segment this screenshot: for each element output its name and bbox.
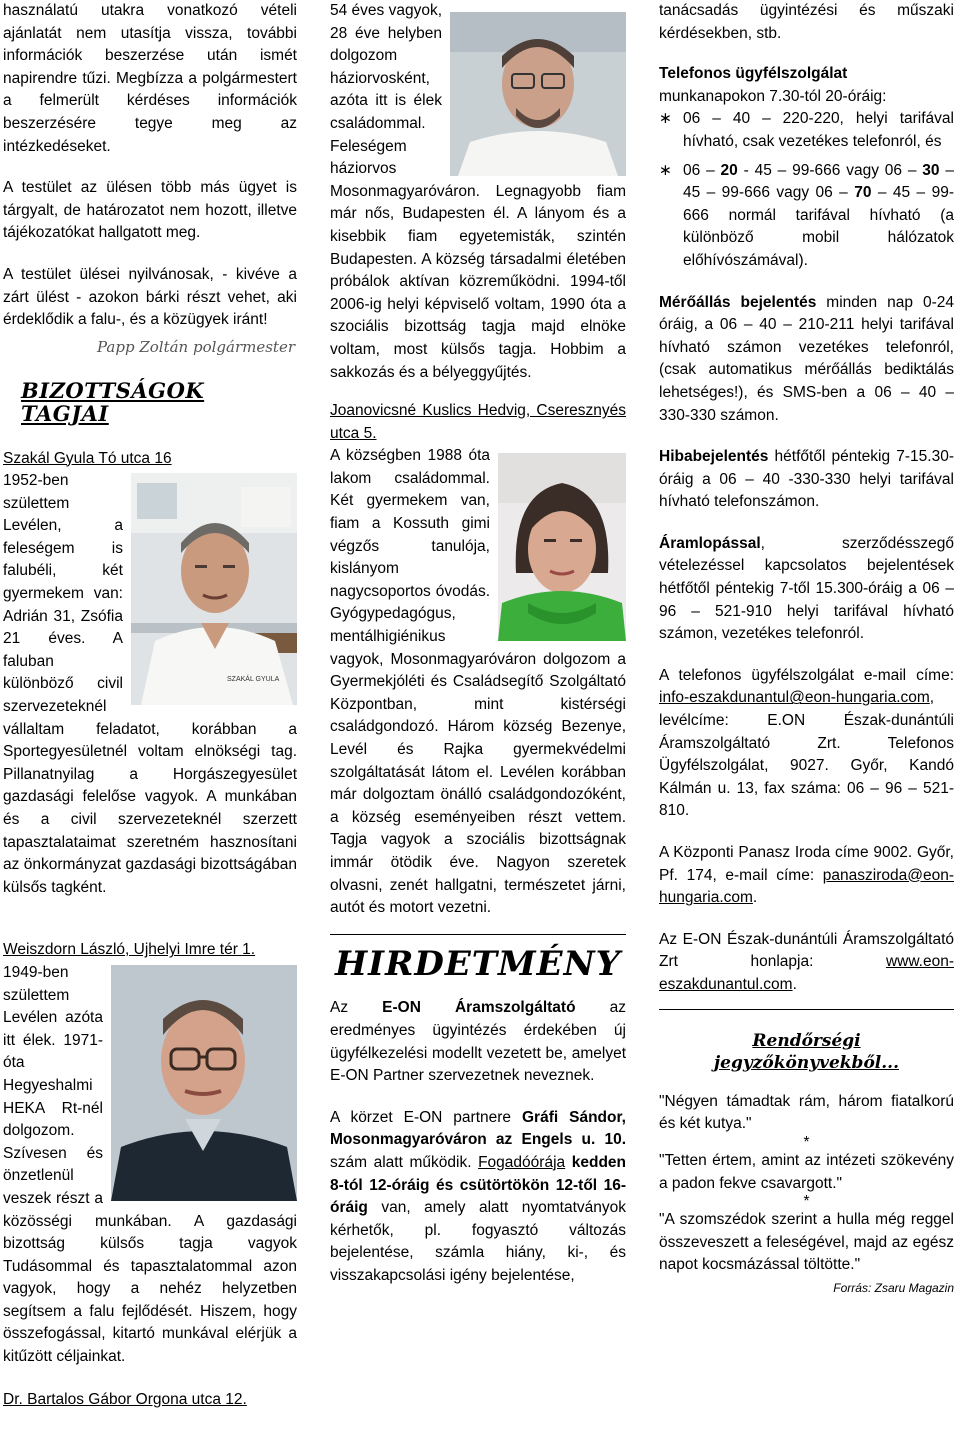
police-section-divider (659, 1009, 954, 1010)
member-2-photo (111, 965, 297, 1201)
member-3-text: 54 éves vagyok, 28 éve helyben dolgozom háziorvosként, azóta itt is élek családommal. Feleségem háziorvos Mosonmagyaróváron. Legnagyobb fiam már nős, Budapesten él. A lányom és a kisebbik fiam egyetemisták, szintén Budapesten. A község társadalmi életében próbálok aktívan közreműködni. 1994-től 2006-ig helyi képviselő voltam, 1990 óta a szociális bizottság tagja majd elnöke voltam, most külsős tagja. Hobbim a sakkozás és a bélyeggyűjtés. (330, 2, 626, 381)
separator-star: * (803, 1133, 810, 1151)
police-quote-1: "Négyen támadtak rám, három fiatalkorú és két kutya." (659, 1092, 954, 1133)
member-1-text: 1952-ben születtem Levélen, a feleségem is falubéli, két gyermekem van: Adrián 31, Zsófia 21 éves. A faluban különböző civil szervezeteknél vállaltam feladatot, korábban a Sportegyesületnél voltam elnökségi tag. Pillanatnyilag a Horgászegyesület gazdasági felelőse vagyok. A munkában és a civil szervezeteknél szerzett tapasztalataimat szeretném hasznosítani az önkormányzat gazdasági bizottságában külsős tagként. (3, 472, 297, 896)
email-paragraph: A telefonos ügyfélszolgálat e-mail címe: info-eszakdunantul@eon-hungaria.com, levélcíme: E.ON Észak-dunántúli Áramszolgáltató Zrt. Telefonos Ügyfélszolgálat, 9027. Győr, Kandó Kálmán u. 13, fax száma: 06 – 96 – 521-810. (659, 666, 954, 820)
hirdetmeny-divider (330, 934, 626, 935)
website-paragraph: Az E-ON Észak-dunántúli Áramszolgáltató Zrt honlapja: www.eon-eszakdunantul.com. (659, 930, 954, 993)
service-email-link[interactable]: info-eszakdunantul@eon-hungaria.com (659, 689, 930, 707)
police-quote-2: "Tetten értem, amint az intézeti szökevény a padon fekve csavargott." (659, 1151, 954, 1192)
hirdetmeny-paragraph-1: Az E-ON Áramszolgáltató az eredményes ügyintézés érdekében új ügyfélkezelési modellt vezetett be, amelyet E-ON Partner szervezetnek neveznek. (330, 999, 626, 1085)
police-quote-3: "A szomszédok szerint a hulla még reggel összeveszett a feleségével, majd az egész napot kocsmázással töltötte." (659, 1211, 954, 1274)
member-3-name: Dr. Bartalos Gábor Orgona utca 12. (3, 1390, 247, 1408)
council-paragraph-1: használatú utakra vonatkozó vételi ajánlatát nem utasítja vissza, további információk beszerzése után ismét napirendre tűzi. Megbízza a polgármestert a felmerült kérdéses információk beszerzésére tegye meg az intézkedéseket. (3, 2, 297, 155)
asterisk-icon: ∗ (659, 161, 672, 179)
council-paragraph-2: A testület az ülésen több más ügyet is tárgyalt, de határozatot nem hozott, illetve tájékozatókat hallgatott meg. (3, 179, 297, 242)
police-records-heading: Rendőrségi jegyzőkönyvekből... (714, 1030, 899, 1074)
member-2-name: Weiszdorn László, Ujhelyi Imre tér 1. (3, 941, 256, 959)
theft-report-paragraph: Áramlopással, szerződésszegő vételezéssel kapcsolatos bejelentések hétfőtől péntekig 7-től 15.300-óráig a 06 – 96 – 521-910 helyi tarifával hívható számon, vezetékes telefonról. (659, 534, 954, 643)
member-1-photo (131, 473, 297, 705)
member-1-name: Szakál Gyula Tó utca 16 (3, 449, 172, 467)
phone-service-title: Telefonos ügyfélszolgálat (659, 65, 848, 83)
member-2-text: 1949-ben születtem Levélen azóta itt élek. 1971-óta Hegyeshalmi HEKA Rt-nél dolgozom. Szívesen és önzetlenül veszek részt a közösségi munkában. A gazdasági bizottság külsős tagja vagyok Tudásommal és tapasztalatommal azon vagyok, hogy a nehéz helyzetben segítsem a falu fejlődését. Hiszem, hogy összefogással, kitartó munkával elérjük a kitűzött céljainkat. (3, 963, 297, 1366)
quote-source: Forrás: Zsaru Magazin (833, 1280, 954, 1295)
member-4-name: Joanovicsné Kuslics Hedvig, Cseresznyés utca 5. (330, 402, 626, 442)
column-3 (659, 0, 954, 1300)
column-2 (330, 0, 626, 1287)
eon-advice-text: tanácsadás ügyintézési és műszaki kérdésekben, stb. (659, 2, 954, 42)
asterisk-icon: ∗ (659, 110, 672, 128)
hirdetmeny-paragraph-2: A körzet E-ON partnere Gráfi Sándor, Mosonmagyaróváron az Engels u. 10. szám alatt működik. Fogadóórája kedden 8-tól 12-óráig és csütörtökön 12-től 16-óráig van, amely alatt nyomtatványok kérhetők, pl. fogyasztó változás bejelentése, számla hiány, ki-, és visszakapcsolási igény bejelentése, (330, 1108, 626, 1284)
complaint-office-paragraph: A Központi Panasz Iroda címe 9002. Győr, Pf. 174, e-mail címe: panasziroda@eon-hungaria.com. (659, 844, 954, 907)
complaint-email-link[interactable]: panasziroda@eon-hungaria.com (659, 866, 954, 907)
member-4-text: A községben 1988 óta lakom családommal. Két gyermekem van, fiam a Kossuth gimi végzős tanulója, kislányom nagycsoportos óvodás. Gyógypedagógus, mentálhigiénikus vagyok, Mosonmagyaróváron dolgozom a Gyermekjóléti és Családsegítő Szolgáltató Központban, mint kistérségi családgondozó. Három község Bezenye, Levél és Rajka gyermekvédelmi szolgáltatását látom el. Levélen korábban már dolgoztam önálló családgondozóként, a község eseményeiben részt vettem. Tagja vagyok a szociális bizottságnak immár ötödik éve. Nagyon szeretek olvasni, zenét hallgatni, természetet járni, autót és motort vezetni. (330, 447, 626, 917)
member-4-photo (498, 453, 626, 641)
phone-service-hours: munkanapokon 7.30-tól 20-óráig: (659, 87, 887, 105)
member-1-photo-label: SZAKÁL GYULA (227, 676, 280, 684)
separator-star: * (803, 1193, 810, 1211)
column-1 (3, 0, 297, 1411)
meter-reading-paragraph: Mérőállás bejelentés minden nap 0-24 óráig, a 06 – 40 – 210-211 helyi tarifával hívható számon vezetékes telefonról, (csak automatikus mérőállás bediktálás lehetséges!), és SMS-ben a 06 – 40 – 330-330 számon. (659, 293, 955, 424)
council-paragraph-3: A testület ülései nyilvánosak, - kivéve a zárt ülést - azokon bárki részt vehet, aki érdeklődik a falu-, és a közügyek iránt! (3, 265, 297, 329)
fault-report-paragraph: Hibabejelentés hétfőtől péntekig 7-15.30-óráig a 06 – 40 -330-330 helyi tarifával hívható telefonszámon. (659, 448, 954, 511)
mayor-signature: Papp Zoltán polgármester (96, 337, 295, 356)
member-3-photo (450, 12, 626, 176)
website-link[interactable]: www.eon-eszakdunantul.com (659, 953, 954, 993)
phone-bullet-2: ∗ 06 – 20 - 45 – 99-666 vagy 06 – 30 – 45 – 99-666 vagy 06 – 70 – 45 – 99-666 normál tarifával hívható (a különböző mobil hálózatok előhívószámával). (659, 160, 954, 273)
committees-heading: BIZOTTSÁGOK TAGJAI (21, 378, 205, 426)
phone-bullet-1: ∗ 06 – 40 – 220-220, helyi tarifával hívható, csak vezetékes telefonról, és (659, 108, 954, 153)
hirdetmeny-heading: HIRDETMÉNY (335, 943, 621, 984)
